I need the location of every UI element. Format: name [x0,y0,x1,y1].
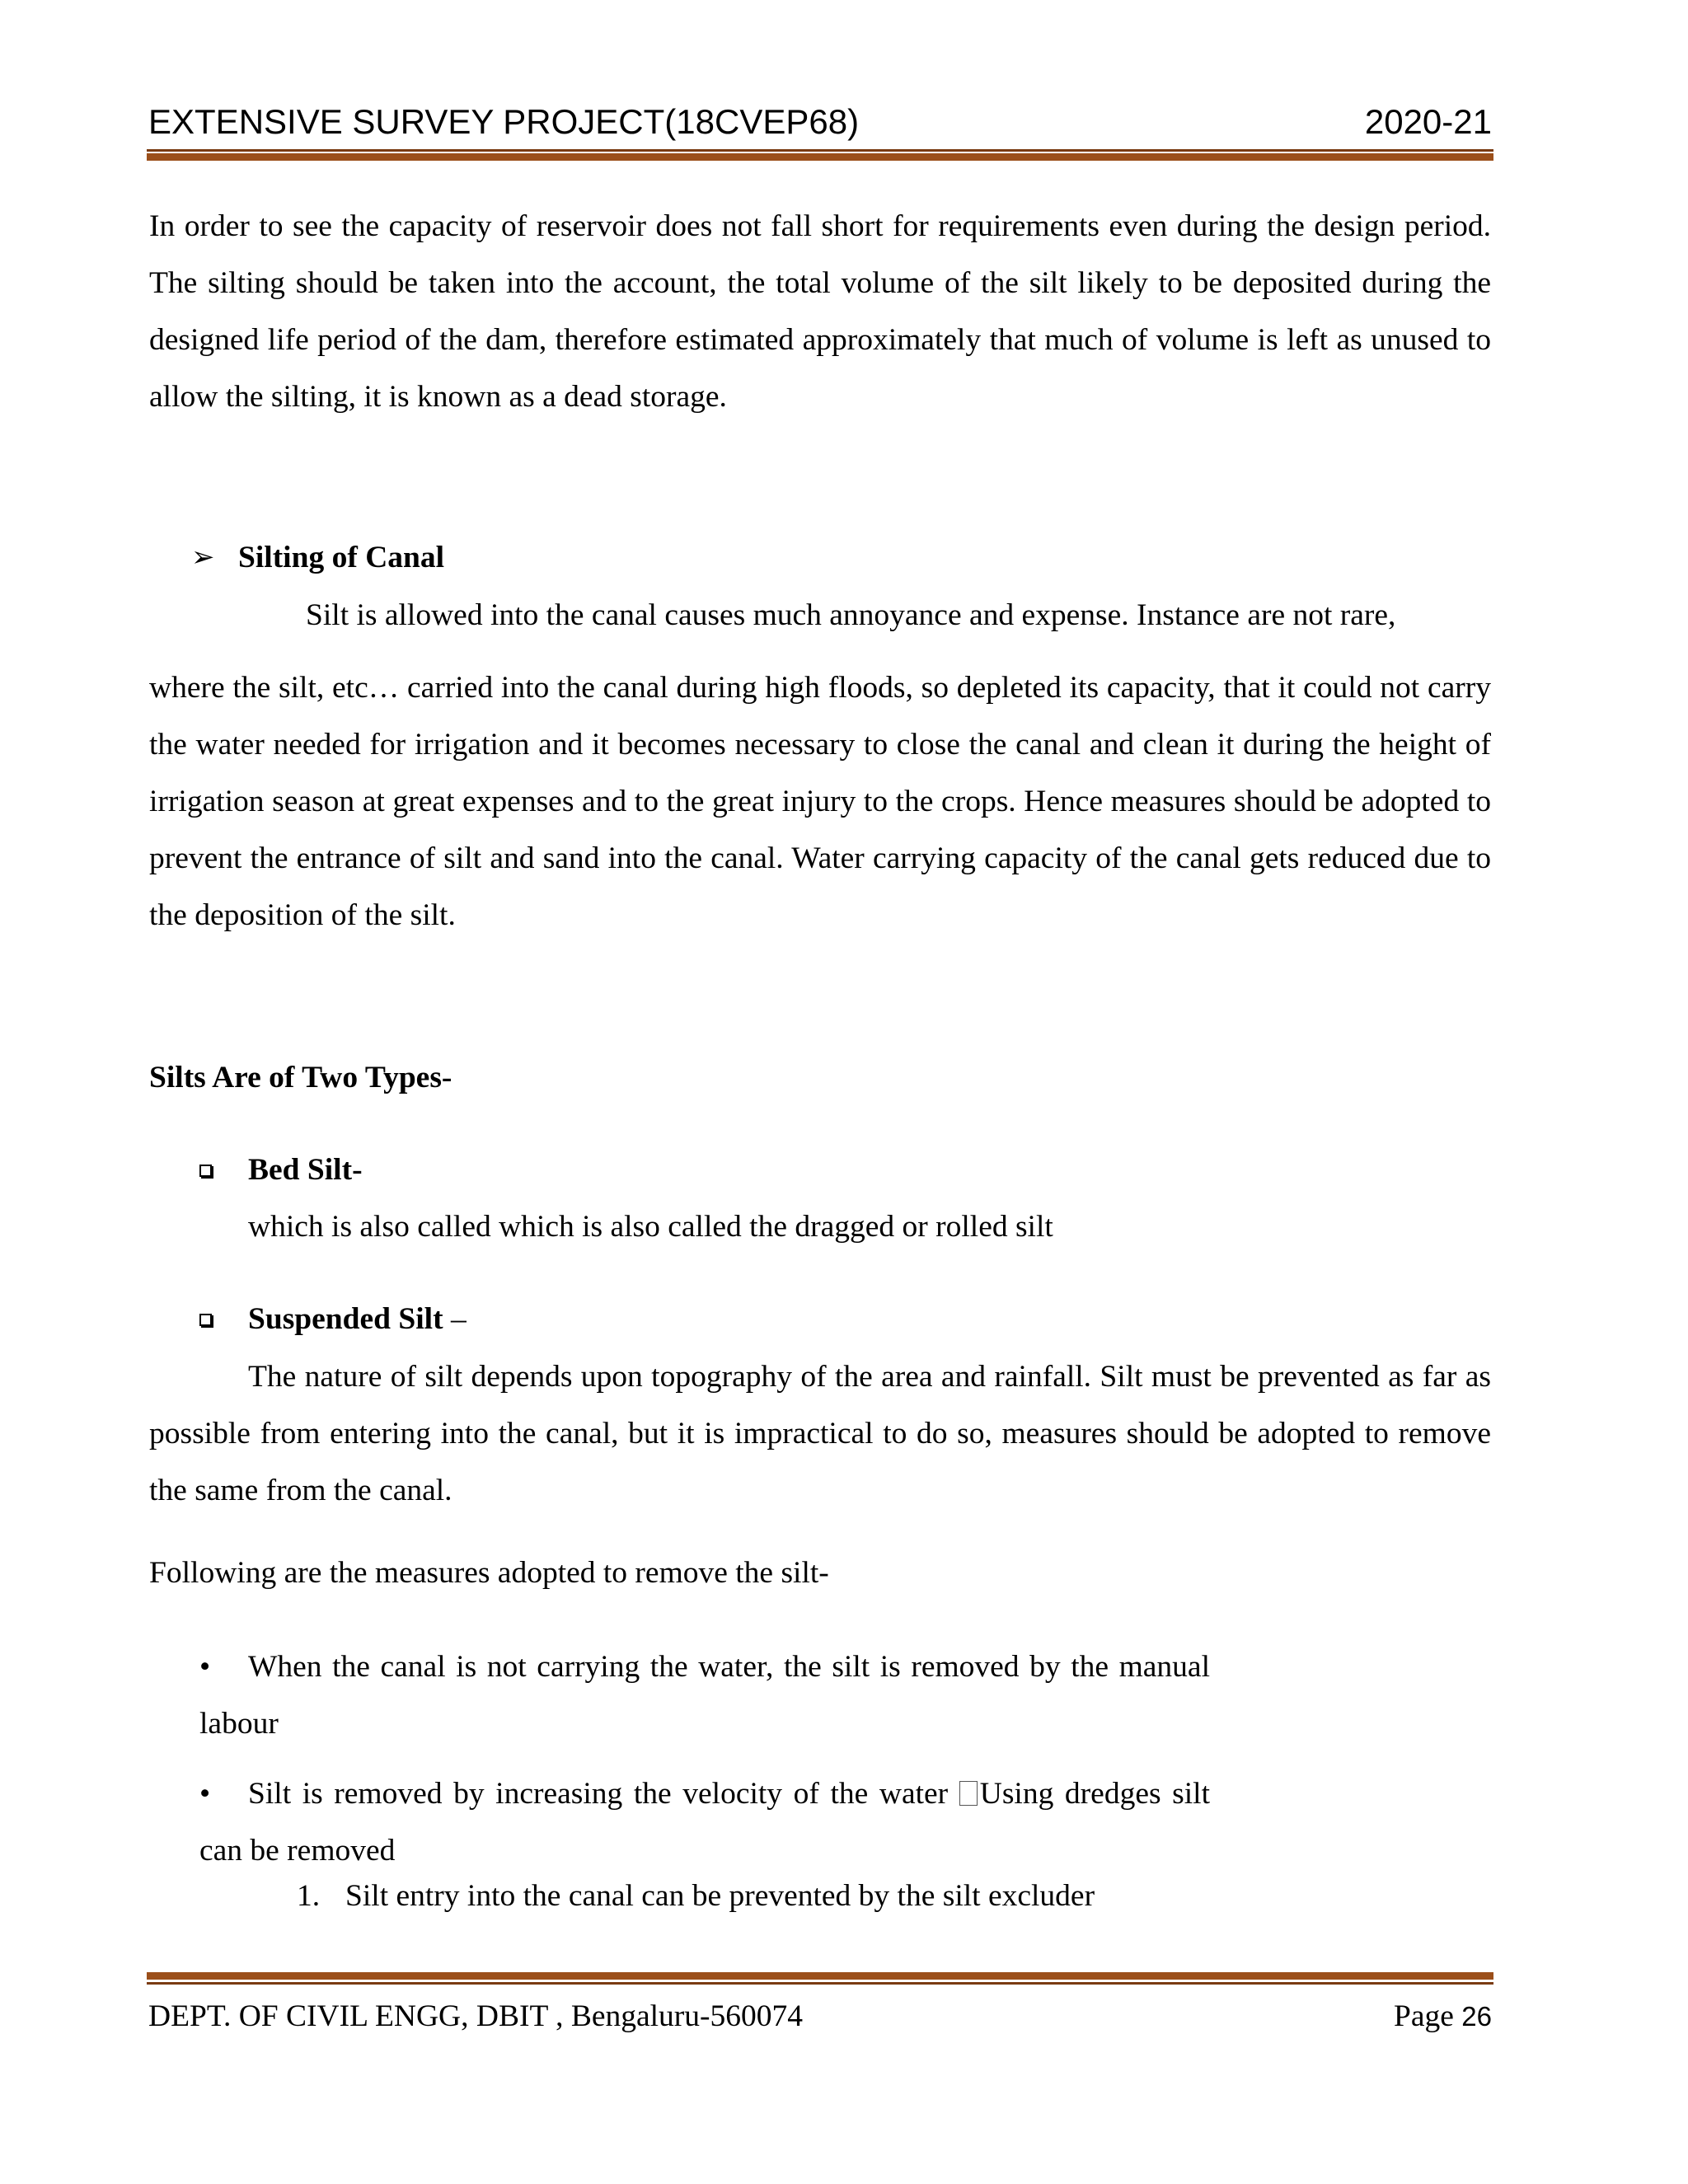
checkbox-bullet-icon [199,1314,212,1326]
silting-of-canal-heading: Silting of Canal [238,541,445,574]
footer-page-label: Page [1394,1999,1454,2033]
footer-rule-thick [147,1972,1493,1980]
footer-page-number: 26 [1461,2001,1492,2032]
arrow-bullet-icon: ➢ [191,542,215,573]
silting-paragraph: where the silt, etc… carried into the canal during high floods, so depleted its capacity, that it could not carry the water needed for irrigation and it becomes necessary to close the canal and clean it during the height of irrigation season at great expenses and to the great injury to the crops. Hence measures should be adopted to prevent the entrance of silt and sand into the canal. Water carrying capacity of the canal gets reduced due to the deposition of the silt. [149,671,1491,932]
header-year: 2020-21 [1364,102,1492,141]
header-rule-thick [147,153,1493,161]
bullet-dot-icon: • [199,1777,211,1811]
numbered-item-1 [297,1868,1095,1924]
silt-types-heading: Silts Are of Two Types- [149,1061,452,1094]
silting-first-line: Silt is allowed into the canal causes much annoyance and expense. Instance are not rare, [306,598,1396,632]
measures-intro: Following are the measures adopted to remove the silt- [149,1556,829,1590]
bed-silt-description: which is also called which is also called the dragged or rolled silt [248,1210,1053,1244]
page-footer [148,1988,1492,2045]
suspended-silt-title: Suspended Silt [248,1302,443,1336]
footer-page [1394,1988,1492,2045]
footer-department: DEPT. OF CIVIL ENGG, DBIT , Bengaluru-560074 [148,1999,804,2033]
bullet-dot-icon: • [199,1650,211,1684]
measure-item-1: When the canal is not carrying the water, the silt is removed by the manual labour [199,1650,1210,1741]
footer-rule-thin [147,1982,1493,1985]
header-title: EXTENSIVE SURVEY PROJECT(18CVEP68) [148,102,860,141]
measure-item-2 [199,1765,1210,1879]
measure-item-2-part1: Silt is removed by increasing the velocity of the water [248,1777,959,1811]
page-header [148,97,1492,147]
numbered-item-number: 1. [297,1879,321,1913]
intro-paragraph: In order to see the capacity of reservoir does not fall short for requirements even during the design period. The silting should be taken into the account, the total volume of the silt likely to be deposited during the designed life period of the dam, therefore estimated approximately that much of volume is left as unused to allow the silting, it is known as a dead storage. [149,209,1491,414]
suspended-silt-heading [248,1291,467,1347]
numbered-item-text: Silt entry into the canal can be prevented by the silt excluder [345,1879,1095,1913]
measure-item-2-part2: Using dredges silt can be removed [199,1777,1210,1868]
header-rule-thin [147,149,1493,152]
suspended-silt-dash: – [443,1302,467,1336]
bed-silt-title: Bed Silt- [248,1153,363,1187]
suspended-silt-paragraph: The nature of silt depends upon topography of the area and rainfall. Silt must be prevented as far as possible from entering into the canal, but it is impractical to do so, measures should be adopted to remove the same from the canal. [149,1360,1491,1507]
missing-glyph-icon [959,1781,978,1806]
checkbox-bullet-icon [199,1165,212,1177]
